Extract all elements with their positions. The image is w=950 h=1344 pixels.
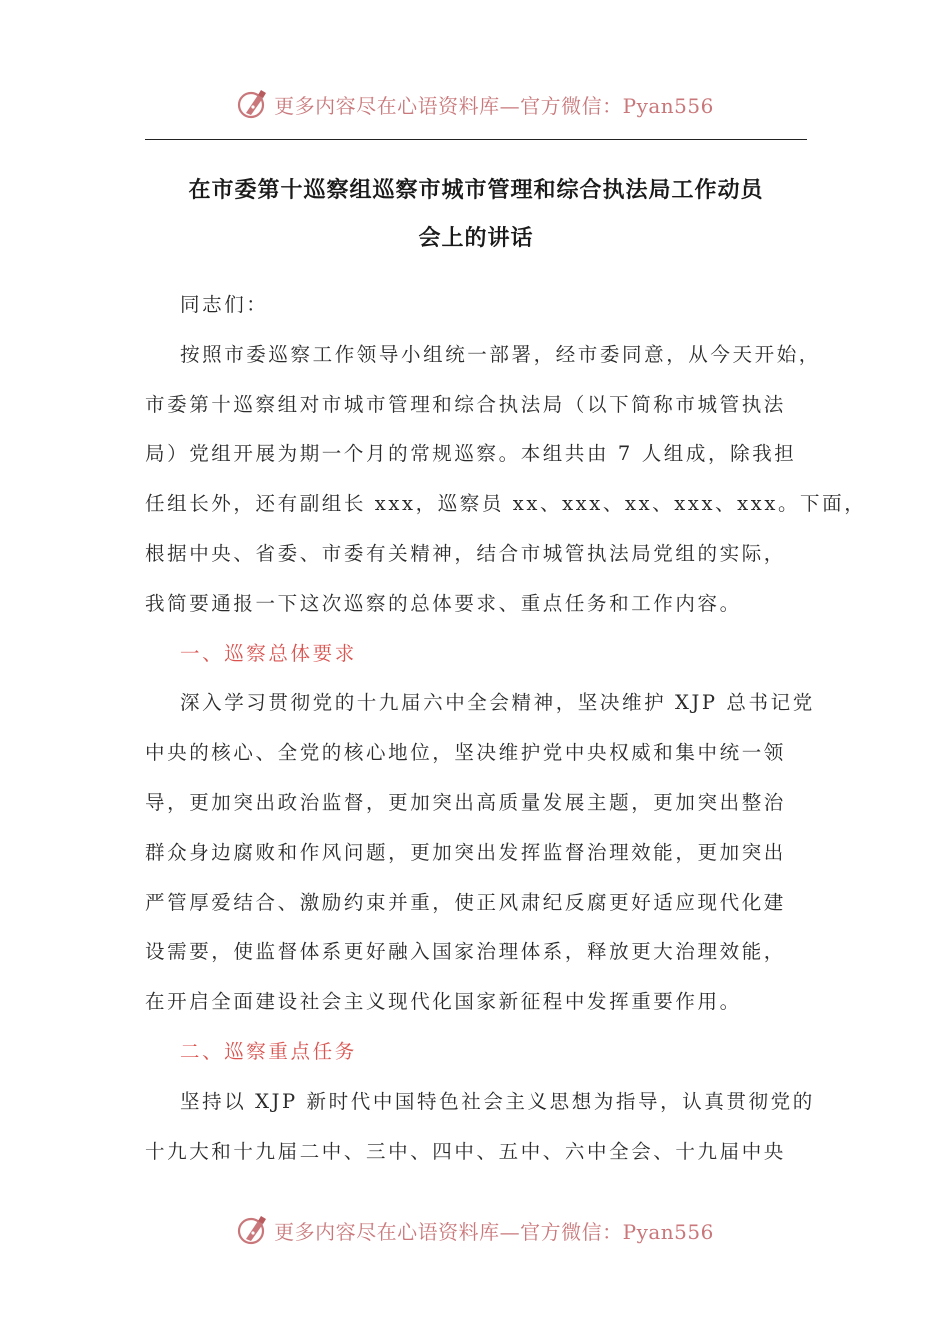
paragraph-line: 局）党组开展为期一个月的常规巡察。本组共由 7 人组成，除我担 xyxy=(145,442,797,466)
title-line-2: 会上的讲话 xyxy=(418,226,534,251)
pen-nib-icon xyxy=(236,1213,270,1247)
paragraph-line: 在开启全面建设社会主义现代化国家新征程中发挥重要作用。 xyxy=(145,990,742,1014)
paragraph-line: 群众身边腐败和作风问题，更加突出发挥监督治理效能，更加突出 xyxy=(145,840,786,864)
header-banner xyxy=(0,84,950,124)
banner-text: 更多内容尽在心语资料库—官方微信：Pyan556 xyxy=(274,93,714,118)
title-line-1: 在市委第十巡察组巡察市城市管理和综合执法局工作动员 xyxy=(188,178,764,203)
paragraph-line: 根据中央、省委、市委有关精神，结合市城管执法局党组的实际， xyxy=(145,541,786,565)
paragraph-line: 坚持以 XJP 新时代中国特色社会主义思想为指导，认真贯彻党的 xyxy=(180,1089,815,1113)
paragraph-line: 任组长外，还有副组长 xxx，巡察员 xx、xxx、xx、xxx、xxx。下面， xyxy=(145,492,867,516)
header-divider xyxy=(145,139,807,140)
document-title xyxy=(145,167,807,263)
paragraph-line: 同志们： xyxy=(180,293,269,316)
paragraph-line: 导，更加突出政治监督，更加突出高质量发展主题，更加突出整治 xyxy=(145,790,786,814)
pen-nib-icon xyxy=(236,87,270,121)
paragraph-line: 市委第十巡察组对市城市管理和综合执法局（以下简称市城管执法 xyxy=(145,392,786,416)
document-body xyxy=(145,280,867,1176)
footer-banner xyxy=(0,1210,950,1250)
paragraph-line: 十九大和十九届二中、三中、四中、五中、六中全会、十九届中央 xyxy=(145,1139,786,1163)
banner-text: 更多内容尽在心语资料库—官方微信：Pyan556 xyxy=(274,1219,714,1244)
section-heading: 一、巡察总体要求 xyxy=(180,641,357,665)
paragraph-line: 严管厚爱结合、激励约束并重，使正风肃纪反腐更好适应现代化建 xyxy=(145,890,786,914)
paragraph-line: 按照市委巡察工作领导小组统一部署，经市委同意，从今天开始， xyxy=(180,342,821,366)
paragraph-line: 中央的核心、全党的核心地位，坚决维护党中央权威和集中统一领 xyxy=(145,741,786,765)
section-heading: 二、巡察重点任务 xyxy=(180,1039,357,1063)
paragraph-line: 深入学习贯彻党的十九届六中全会精神，坚决维护 XJP 总书记党 xyxy=(180,691,815,715)
paragraph-line: 我简要通报一下这次巡察的总体要求、重点任务和工作内容。 xyxy=(145,591,742,615)
paragraph-line: 设需要，使监督体系更好融入国家治理体系，释放更大治理效能， xyxy=(145,940,786,964)
